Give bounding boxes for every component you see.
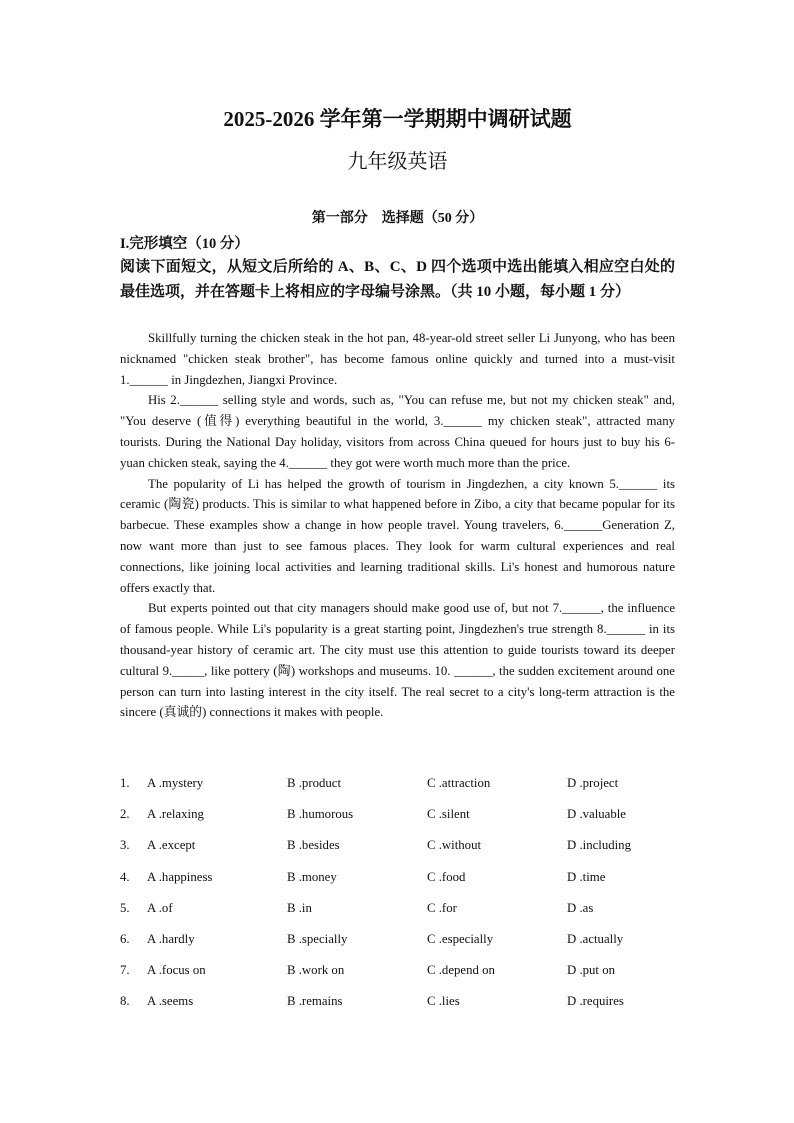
option-c: C .food	[427, 869, 466, 884]
option-d: D .put on	[567, 963, 615, 978]
option-b: B .work on	[287, 963, 345, 978]
question-number: 1.	[120, 776, 130, 791]
option-row	[120, 768, 675, 799]
option-d: D .valuable	[567, 807, 626, 822]
option-a: A .mystery	[147, 776, 204, 791]
option-a: A .hardly	[147, 932, 195, 947]
option-a: A .seems	[147, 994, 194, 1009]
option-d: D .including	[567, 838, 631, 853]
option-c: C .depend on	[427, 963, 495, 978]
option-row	[120, 862, 675, 893]
option-row	[120, 799, 675, 830]
option-b: B .besides	[287, 838, 340, 853]
cloze-passage	[120, 328, 675, 723]
section-title: I.完形填空（10 分）	[120, 236, 249, 252]
option-b: B .in	[287, 900, 312, 915]
question-number: 3.	[120, 838, 130, 853]
exam-title: 2025-2026 学年第一学期期中调研试题	[223, 107, 572, 131]
option-row	[120, 830, 675, 861]
question-number: 8.	[120, 994, 130, 1009]
option-c: C .silent	[427, 807, 470, 822]
option-d: D .requires	[567, 994, 624, 1009]
option-d: D .actually	[567, 932, 624, 947]
passage-paragraph: Skillfully turning the chicken steak in the hot pan, 48-year-old street seller Li Junyong, who has been nicknamed "chicken steak brother", has become famous online quickly and turned into a must-visit 1.______ in Jingdezhen, Jiangxi Province.	[120, 331, 675, 387]
option-row	[120, 986, 675, 1017]
option-b: B .humorous	[287, 807, 354, 822]
option-a: A .focus on	[147, 963, 206, 978]
option-c: C .without	[427, 838, 482, 853]
question-number: 6.	[120, 932, 130, 947]
option-row	[120, 955, 675, 986]
option-d: D .as	[567, 900, 594, 915]
option-d: D .project	[567, 776, 619, 791]
instructions: 阅读下面短文，从短文后所给的 A、B、C、D 四个选项中选出能填入相应空白处的最佳选项，并在答题卡上将相应的字母编号涂黑。（共 10 小题，每小题 1 分）	[120, 259, 675, 300]
option-c: C .attraction	[427, 776, 491, 791]
part-title: 第一部分 选择题（50 分）	[311, 211, 484, 226]
option-a: A .of	[147, 900, 173, 915]
exam-subtitle: 九年级英语	[347, 151, 448, 173]
passage-paragraph: But experts pointed out that city managers should make good use of, but not 7.______, the influence of famous people. While Li's popularity is a great starting point, Jingdezhen's true strength 8.______ in its thousand-year history of ceramic art. The city must use this attention to guide tourists toward its deeper cultural 9._____, like pottery (陶) workshops and museums. 10. ______, the sudden excitement around one person can turn into lasting interest in the city itself. The real secret to a city's long-term attraction is the sincere (真诚的) connections it makes with people.	[120, 601, 675, 720]
options-list	[120, 768, 675, 1018]
option-b: B .remains	[287, 994, 343, 1009]
option-a: A .except	[147, 838, 196, 853]
option-row	[120, 893, 675, 924]
option-c: C .especially	[427, 932, 494, 947]
option-b: B .specially	[287, 932, 348, 947]
option-c: C .lies	[427, 994, 460, 1009]
option-b: B .product	[287, 776, 342, 791]
option-a: A .relaxing	[147, 807, 204, 822]
question-number: 2.	[120, 807, 130, 822]
question-number: 5.	[120, 900, 130, 915]
passage-paragraph: The popularity of Li has helped the growth of tourism in Jingdezhen, a city known 5.______ its ceramic (陶瓷) products. This is similar to what happened before in Zibo, a city that became popular for its barbecue. These examples show a change in how people travel. Young travelers, 6.______Generation Z, now want more than just to see famous places. They look for warm cultural experiences and real connections, like joining local activities and learning traditional skills. Li's honest and humorous nature offers exactly that.	[120, 476, 675, 595]
option-row	[120, 924, 675, 955]
passage-paragraph: His 2.______ selling style and words, such as, "You can refuse me, but not my chicken steak" and, "You deserve (值得) everything beautiful in the world, 3.______ my chicken steak", attracted many tourists. During the National Day holiday, visitors from across China queued for hours just to buy his 6-yuan chicken steak, saying the 4.______ they got were worth much more than the price.	[120, 393, 675, 470]
option-d: D .time	[567, 869, 606, 884]
option-b: B .money	[287, 869, 337, 884]
question-number: 7.	[120, 963, 130, 978]
option-a: A .happiness	[147, 869, 213, 884]
question-number: 4.	[120, 869, 130, 884]
option-c: C .for	[427, 900, 457, 915]
